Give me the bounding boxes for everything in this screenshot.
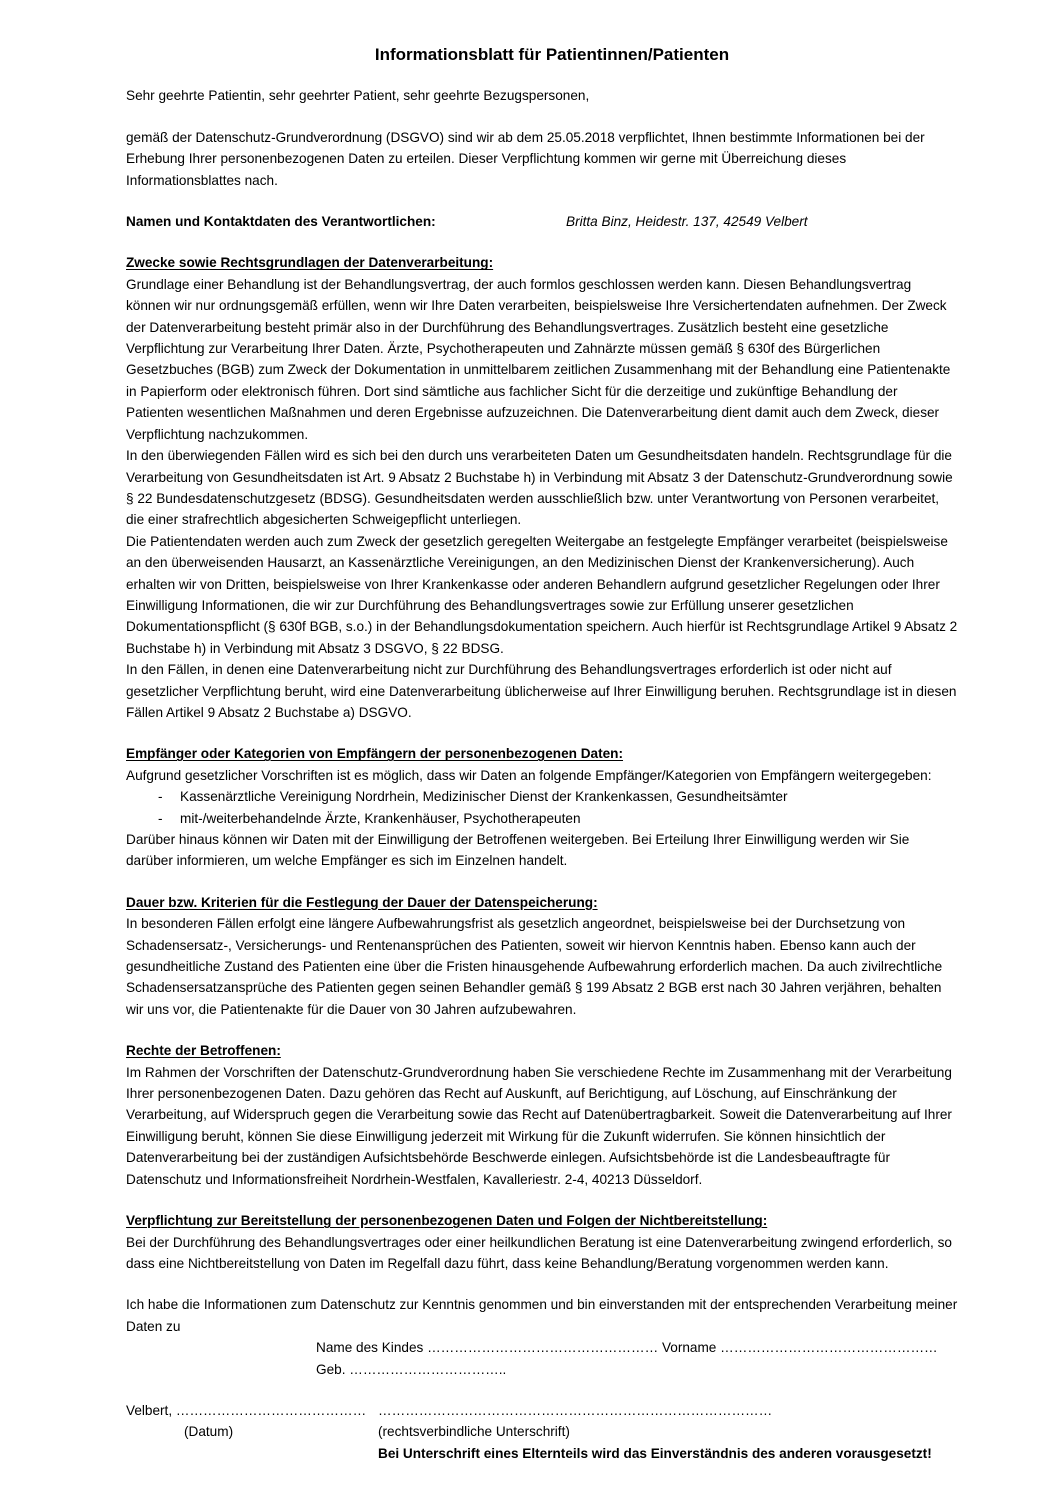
purposes-paragraph-4: In den Fällen, in denen eine Datenverarbeitung nicht zur Durchführung des Behandlungsvertrages erforderlich ist oder nicht auf gesetzlicher Verpflichtung beruht, wird eine Datenverarbeitung üblicherweise auf Ihrer Einwilligung beruhen. Rechtsgrundlage ist in diesen Fällen Artikel 9 Absatz 2 Buchstabe a) DSGVO. (126, 662, 957, 720)
purposes-paragraph-1: Grundlage einer Behandlung ist der Behandlungsvertrag, der auch formlos geschlossen werden kann. Diesen Behandlungsvertrag können wir nur ordnungsgemäß erfüllen, wenn wir Ihre Daten verarbeiten, beispielsweise Ihre Versichertendaten aufnehmen. Der Zweck der Datenverarbeitung besteht primär also in der Durchführung des Behandlungsvertrages. Zusätzlich besteht eine gesetzliche Verpflichtung zur Verarbeitung Ihrer Daten. Ärzte, Psychotherapeuten und Zahnärzte müssen gemäß § 630f des Bürgerlichen Gesetzbuches (BGB) zum Zweck der Dokumentation in unmittelbarem zeitlichen Zusammenhang mit der Behandlung eine Patientenakte in Papierform oder elektronisch führen. Dort sind sämtliche aus fachlicher Sicht für die derzeitige und zukünftige Behandlung der Patienten wesentlichen Maßnahmen und deren Ergebnisse aufzuzeichnen. Die Datenverarbeitung dient damit auch dem Zweck, dieser Verpflichtung nachzukommen. (126, 276, 951, 442)
consent-block (126, 1294, 958, 1380)
section-purposes-heading: Zwecke sowie Rechtsgrundlagen der Datenverarbeitung: (126, 255, 494, 271)
recipients-outro: Darüber hinaus können wir Daten mit der Einwilligung der Betroffenen weitergeben. Bei Erteilung Ihrer Einwilligung werden wir Sie darüber informieren, um welche Empfänger es sich im Einzelnen handelt. (126, 832, 910, 869)
purposes-paragraph-2: In den überwiegenden Fällen wird es sich bei den durch uns verarbeiteten Daten um Gesundheitsdaten handeln. Rechtsgrundlage für die Verarbeitung von Gesundheitsdaten ist Art. 9 Absatz 2 Buchstabe h) in Verbindung mit Absatz 3 der Datenschutz-Grundverordnung sowie § 22 Bundesdatenschutzgesetz (BDSG). Gesundheitsdaten werden ausschließlich bzw. unter Verantwortung von Personen verarbeitet, die einer strafrechtlich abgesicherten Schweigepflicht unterliegen. (126, 448, 953, 528)
section-obligation (126, 1210, 958, 1274)
list-dash: - (158, 810, 163, 826)
salutation: Sehr geehrte Patientin, sehr geehrter Patient, sehr geehrte Bezugspersonen, (126, 88, 590, 104)
controller-contact (126, 211, 958, 232)
duration-text: In besonderen Fällen erfolgt eine längere Aufbewahrungsfrist als gesetzlich angeordnet, beispielsweise bei der Durchsetzung von Schadensersatz-, Versicherungs- und Rentenansprüchen des Patienten, soweit wir hiervon Kenntnis haben. Ebenso kann auch der gesundheitliche Zustand des Patienten eine über die Fristen hinausgehende Aufbewahrung erforderlich machen. Da auch zivilrechtliche Schadensersatzansprüche des Patienten gegen seinen Behandler gemäß § 199 Absatz 2 BGB erst nach 30 Jahren verjähren, behalten wir uns vor, die Patientenakte für die Dauer von 30 Jahren aufzubewahren. (126, 916, 943, 1017)
list-dash: - (158, 789, 163, 805)
section-purposes (126, 252, 958, 723)
parent-consent-note: Bei Unterschrift eines Elternteils wird das Einverständnis des anderen vorausgesetzt! (378, 1445, 932, 1461)
child-name-field[interactable]: Name des Kindes …………………………………………… Vorname ………………………………………… Geb. …………………………….. (316, 1340, 938, 1377)
signature-label: (rechtsverbindliche Unterschrift) (378, 1424, 570, 1440)
section-rights (126, 1040, 958, 1190)
document-title: Informationsblatt für Patientinnen/Patienten (374, 45, 730, 64)
section-rights-heading: Rechte der Betroffenen: (126, 1043, 281, 1059)
purposes-paragraph-3: Die Patientendaten werden auch zum Zweck der gesetzlich geregelten Weitergabe an festgelegte Empfänger verarbeitet (beispielsweise an den überweisenden Hausarzt, an Kassenärztliche Vereinigungen, an den Medizinischen Dienst der Krankenversicherung). Auch erhalten wir von Dritten, beispielsweise von Ihrer Krankenkasse oder anderen Behandlern aufgrund gesetzlicher Regelungen oder Ihrer Einwilligung Informationen, die wir zur Durchführung des Behandlungsvertrages sowie zur Erfüllung unserer gesetzlichen Dokumentationspflicht (§ 630f BGB, s.o.) in der Behandlungsdokumentation speichern. Auch hierfür ist Rechtsgrundlage Artikel 9 Absatz 2 Buchstabe h) in Verbindung mit Absatz 3 DSGVO, § 22 BDSG. (126, 533, 958, 656)
signature-row (126, 1400, 958, 1421)
section-obligation-heading: Verpflichtung zur Bereitstellung der personenbezogenen Daten und Folgen der Nichtbereitstellung: (126, 1213, 768, 1229)
signature-field[interactable]: …………………………………………………………………………… (378, 1402, 773, 1418)
controller-contact-label: Namen und Kontaktdaten des Verantwortlichen: (126, 214, 436, 230)
list-item-text: mit-/weiterbehandelnde Ärzte, Krankenhäuser, Psychotherapeuten (180, 810, 581, 826)
section-recipients (126, 743, 958, 871)
section-duration (126, 892, 958, 1020)
intro-paragraph: gemäß der Datenschutz-Grundverordnung (DSGVO) sind wir ab dem 25.05.2018 verpflichtet, Ihnen bestimmte Informationen bei der Erhebung Ihrer personenbezogenen Daten zu erteilen. Dieser Verpflichtung kommen wir gerne mit Überreichung dieses Informationsblattes nach. (126, 129, 925, 188)
rights-text: Im Rahmen der Vorschriften der Datenschutz-Grundverordnung haben Sie verschiedene Rechte im Zusammenhang mit der Verarbeitung Ihrer personenbezogenen Daten. Dazu gehören das Recht auf Auskunft, auf Berichtigung, auf Löschung, auf Einschränkung der Verarbeitung, auf Widerspruch gegen die Verarbeitung sowie das Recht auf Datenübertragbarkeit. Soweit die Datenverarbeitung auf Ihrer Einwilligung beruht, können Sie diese Einwilligung jederzeit mit Wirkung für die Zukunft widerrufen. Sie können hinsichtlich der Datenverarbeitung bei der zuständigen Aufsichtsbehörde Beschwerde einlegen. Aufsichtsbehörde ist die Landesbeauftragte für Datenschutz und Informationsfreiheit Nordrhein-Westfalen, Kavalleriestr. 2-4, 40213 Düsseldorf. (126, 1064, 952, 1187)
list-item (126, 808, 958, 829)
date-label: (Datum) (184, 1424, 234, 1440)
recipients-list (126, 786, 958, 829)
place-date-field[interactable]: Velbert, …………………………………… (126, 1402, 367, 1418)
obligation-text: Bei der Durchführung des Behandlungsvertrages oder einer heilkundlichen Beratung ist eine Datenverarbeitung zwingend erforderlich, so dass eine Nichtbereitstellung von Daten im Regelfall dazu führt, dass keine Behandlung/Beratung vorgenommen werden kann. (126, 1234, 952, 1271)
consent-text: Ich habe die Informationen zum Datenschutz zur Kenntnis genommen und bin einverstanden mit der entsprechenden Verarbeitung meiner Daten zu (126, 1297, 958, 1334)
signature-labels (126, 1421, 958, 1442)
section-duration-heading: Dauer bzw. Kriterien für die Festlegung der Dauer der Datenspeicherung: (126, 894, 598, 910)
controller-contact-value: Britta Binz, Heidestr. 137, 42549 Velbert (566, 214, 808, 230)
list-item (126, 786, 958, 807)
list-item-text: Kassenärztliche Vereinigung Nordrhein, Medizinischer Dienst der Krankenkassen, Gesundheitsämter (180, 789, 788, 805)
section-recipients-heading: Empfänger oder Kategorien von Empfängern der personenbezogenen Daten: (126, 746, 624, 762)
recipients-intro: Aufgrund gesetzlicher Vorschriften ist es möglich, dass wir Daten an folgende Empfänger/Kategorien von Empfängern weitergegeben: (126, 767, 932, 783)
